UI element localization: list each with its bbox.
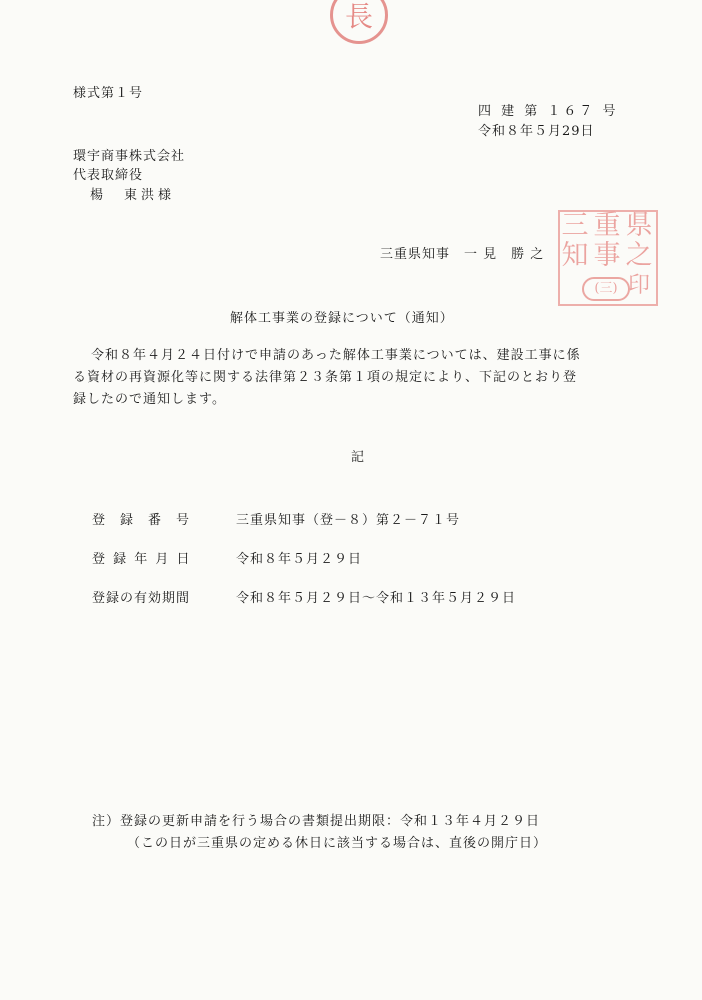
seal-char-4: 知 — [561, 240, 589, 271]
issue-date: 令和８年５月29日 — [478, 124, 595, 139]
body-line-1: 令和８年４月２４日付けで申請のあった解体工事業については、建設工事に係 — [91, 348, 581, 363]
seal-char-5: 事 — [593, 240, 621, 271]
note-line-1: 注）登録の更新申請を行う場合の書類提出期限：令和１３年４月２９日 — [92, 814, 541, 829]
seal-char-7: 印 — [627, 273, 650, 298]
registration-date-label: 登 録 年 月 日 — [92, 552, 192, 567]
seal-char-6: 之 — [625, 240, 653, 271]
seal-char-3: 県 — [625, 210, 653, 241]
seal-round-mark: (三) — [582, 277, 630, 301]
recipient-company: 環宇商事株式会社 — [73, 149, 186, 164]
sender-name: 三重県知事 一 見 勝 之 — [380, 247, 545, 262]
form-number: 様式第１号 — [73, 86, 144, 101]
registration-number-value: 三重県知事（登－８）第２－７１号 — [236, 513, 461, 528]
seal-char-2: 重 — [593, 210, 621, 241]
ki-heading: 記 — [351, 450, 366, 465]
seal-char-1: 三 — [561, 210, 589, 241]
top-seal-stamp — [330, 0, 388, 44]
registration-date-value: 令和８年５月２９日 — [236, 552, 363, 567]
recipient-name: 楊 東洪様 — [90, 188, 176, 203]
body-line-2: る資材の再資源化等に関する法律第２３条第１項の規定により、下記のとおり登 — [73, 370, 578, 385]
recipient-position: 代表取締役 — [73, 168, 144, 183]
seal-char: 長 — [344, 0, 373, 33]
validity-period-value: 令和８年５月２９日～令和１３年５月２９日 — [236, 591, 517, 606]
registration-number-label: 登 録 番 号 — [92, 513, 191, 528]
note-line-2: （この日が三重県の定める休日に該当する場合は、直後の開庁日） — [127, 836, 548, 851]
document-title: 解体工事業の登録について（通知） — [230, 311, 454, 326]
document-number: 四 建 第 １６７ 号 — [478, 104, 619, 119]
governor-seal — [558, 210, 658, 306]
validity-period-label: 登録の有効期間 — [92, 591, 191, 606]
body-line-3: 録したので通知します。 — [73, 392, 226, 407]
